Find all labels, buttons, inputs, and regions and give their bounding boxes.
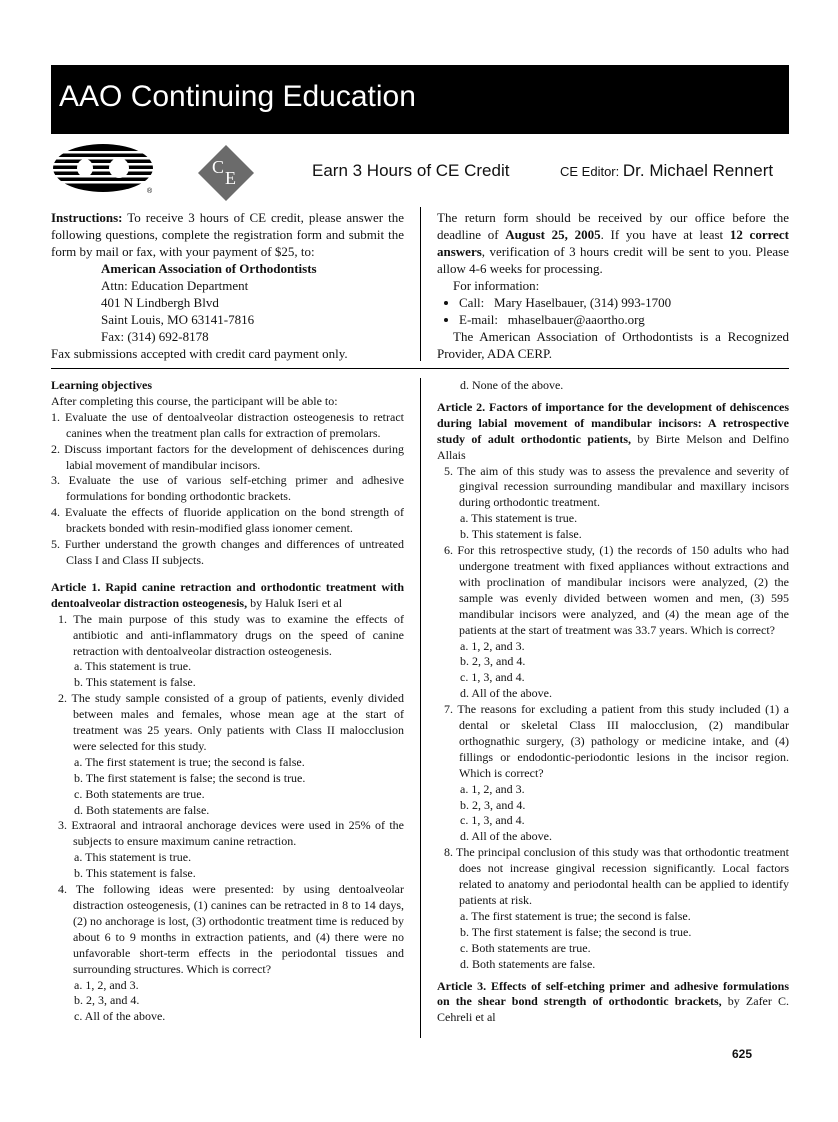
ce-logo: [196, 143, 256, 203]
answer-option: c. 1, 3, and 4.: [460, 813, 525, 828]
answer-option: a. 1, 2, and 3.: [460, 781, 525, 796]
answer-option: b. This statement is false.: [460, 527, 582, 542]
question-8: 8. The principal conclusion of this study was that orthodontic treatment does not increase gingival recession significantly. Local factors related to anatomy and periodontal health can be applied to identify patients at risk.: [444, 845, 789, 907]
editor-label: CE Editor:: [560, 164, 620, 179]
question-4: 4. The following ideas were presented: by using dentoalveolar distraction osteogenesis, (1) canines can be retracted in 8 to 14 days, (2) no anchorage is lost, (3) orthodontic treatment time is reduced by about 6 to 9 months in extraction patients, and (4) there were no unfavorable short-term effects in the periodontal tissues and surrounding structures. Which is correct?: [58, 882, 404, 976]
instructions-text: To receive 3 hours of CE credit, please answer the following questions, complete the registration form and submit the form by mail or fax, with your payment of $25, to:: [51, 210, 405, 259]
address-line: Attn: Education Department: [101, 278, 249, 293]
question-7: 7. The reasons for excluding a patient from this study included (1) a dental or skeletal Class III malocclusion, (2) mandibular orthognathic surgery, (3) pathology or medicine intake, and (4) fillings or endodontic-periodontic lesions in the incisor region. Which is correct?: [444, 702, 789, 780]
instructions-label: Instructions:: [51, 210, 123, 225]
fax-note: Fax submissions accepted with credit card payment only.: [51, 346, 348, 361]
objective-item: 4. Evaluate the effects of fluoride application on the bond strength of brackets bonded with resin-modified glass ionomer cement.: [51, 505, 404, 536]
address-line: Fax: (314) 692-8178: [101, 329, 209, 344]
objective-item: 3. Evaluate the use of various self-etching primer and adhesive formulations for bonding orthodontic brackets.: [51, 473, 404, 504]
column-divider: [420, 207, 421, 361]
ce-editor: [560, 161, 773, 182]
answer-option: a. 1, 2, and 3.: [74, 977, 139, 992]
question-3: 3. Extraoral and intraoral anchorage devices were used in 25% of the subjects to ensure maximum canine retraction.: [58, 818, 404, 849]
svg-text:C: C: [212, 157, 225, 177]
article-2-heading: Article 2. Factors of importance for the development of dehiscences during labial movement of mandibular incisors: A retrospective study of adult orthodontic patients, by Birte Melson and Delfino Allais: [437, 399, 789, 462]
page-title: AAO Continuing Education: [59, 80, 416, 113]
answer-option: b. This statement is false.: [74, 866, 196, 881]
mailing-address: [51, 260, 404, 345]
column-divider: [420, 378, 421, 1038]
return-block: [437, 209, 789, 362]
article-3-heading: Article 3. Effects of self-etching primer and adhesive formulations on the shear bond strength of orthodontic brackets, by Zafer C. Cehreli et al: [437, 978, 789, 1025]
credit-hours: Earn 3 Hours of CE Credit: [312, 161, 510, 180]
question-2: 2. The study sample consisted of a group of patients, evenly divided between males and females, whose mean age at the start of treatment was 25 years. Only patients with Class II malocclusion were selected for this study.: [58, 691, 404, 753]
answer-option: d. All of the above.: [460, 686, 552, 701]
svg-text:E: E: [225, 168, 236, 188]
editor-name: Dr. Michael Rennert: [622, 161, 774, 180]
deadline: August 25, 2005: [505, 227, 601, 242]
answer-option: c. Both statements are true.: [460, 940, 591, 955]
section-divider: [51, 368, 789, 369]
answer-option: b. The first statement is false; the second is true.: [74, 770, 306, 785]
answer-option: a. The first statement is true; the second is false.: [460, 908, 691, 923]
svg-text:®: ®: [147, 188, 153, 194]
info-label: For information:: [453, 278, 540, 293]
answer-option: b. The first statement is false; the second is true.: [460, 924, 692, 939]
question-6: 6. For this retrospective study, (1) the records of 150 adults who had undergone treatment with fixed appliances without extractions and with proclination of mandibular incisors were analyzed, (2) the sample was evenly divided between women and men, (3) 595 mandibular incisors were analyzed, and (4) the mean age of the patients at the start of treatment was 33.7 years. Which is correct?: [444, 543, 789, 637]
article-1-heading: Article 1. Rapid canine retraction and orthodontic treatment with dentoalveolar distraction osteogenesis, by Haluk Iseri et al: [51, 579, 404, 610]
return-text: The return form should be received by our office before the deadline of August 25, 2005. If you have at least 12 correct answers, verification of 3 hours credit will be sent to you. Please allow 4-6 weeks for processing.: [437, 210, 789, 276]
question-5: 5. The aim of this study was to assess the prevalence and severity of gingival recession surrounding mandibular and maxillary incisors during orthodontic treatment.: [444, 463, 789, 510]
instructions-block: [51, 209, 404, 362]
answer-option: a. This statement is true.: [74, 659, 192, 674]
address-line: 401 N Lindbergh Blvd: [101, 295, 219, 310]
org-name: American Association of Orthodontists: [101, 261, 317, 276]
answer-option: d. Both statements are false.: [460, 956, 596, 971]
header-banner: [51, 65, 789, 134]
answer-option: a. This statement is true.: [74, 850, 192, 865]
answers-required: 12 correct answers: [437, 227, 789, 259]
objective-item: 2. Discuss important factors for the development of dehiscences during labial movement of mandibular incisors.: [51, 441, 404, 472]
answer-option: d. Both statements are false.: [74, 802, 210, 817]
objectives-intro: After completing this course, the participant will be able to:: [51, 393, 338, 408]
answer-option: d. All of the above.: [460, 829, 552, 844]
answer-option: a. This statement is true.: [460, 511, 578, 526]
objective-item: 5. Further understand the growth changes and differences of untreated Class I and Class II subjects.: [51, 537, 404, 567]
answer-option: b. This statement is false.: [74, 675, 196, 690]
answer-option: a. The first statement is true; the second is false.: [74, 754, 305, 769]
page-number: 625: [732, 1047, 753, 1061]
contact-phone: • Call: Mary Haselbauer, (314) 993-1700: [459, 294, 789, 311]
left-column: [51, 378, 404, 1025]
answer-option: b. 2, 3, and 4.: [460, 797, 526, 812]
provider-note: The American Association of Orthodontists is a Recognized Provider, ADA CERP.: [437, 329, 789, 361]
answer-option: d. None of the above.: [460, 378, 564, 392]
contact-list: [437, 294, 789, 328]
right-column: [437, 378, 789, 1026]
answer-option: b. 2, 3, and 4.: [74, 993, 140, 1008]
answer-option: c. All of the above.: [74, 1009, 166, 1024]
aao-logo: [51, 142, 155, 194]
answer-option: a. 1, 2, and 3.: [460, 638, 525, 653]
contact-email: • E-mail: mhaselbauer@aaortho.org: [459, 311, 789, 328]
address-line: Saint Louis, MO 63141-7816: [101, 312, 255, 327]
answer-option: c. Both statements are true.: [74, 786, 205, 801]
objective-item: 1. Evaluate the use of dentoalveolar distraction osteogenesis to retract canines when the treatment plan calls for extraction of premolars.: [51, 409, 404, 440]
answer-option: b. 2, 3, and 4.: [460, 654, 526, 669]
objectives-title: Learning objectives: [51, 378, 152, 392]
answer-option: c. 1, 3, and 4.: [460, 670, 525, 685]
question-1: 1. The main purpose of this study was to examine the effects of antibiotic and anti-inflammatory drugs on the speed of canine retraction with dentoalveolar distraction osteogenesis.: [58, 611, 404, 658]
